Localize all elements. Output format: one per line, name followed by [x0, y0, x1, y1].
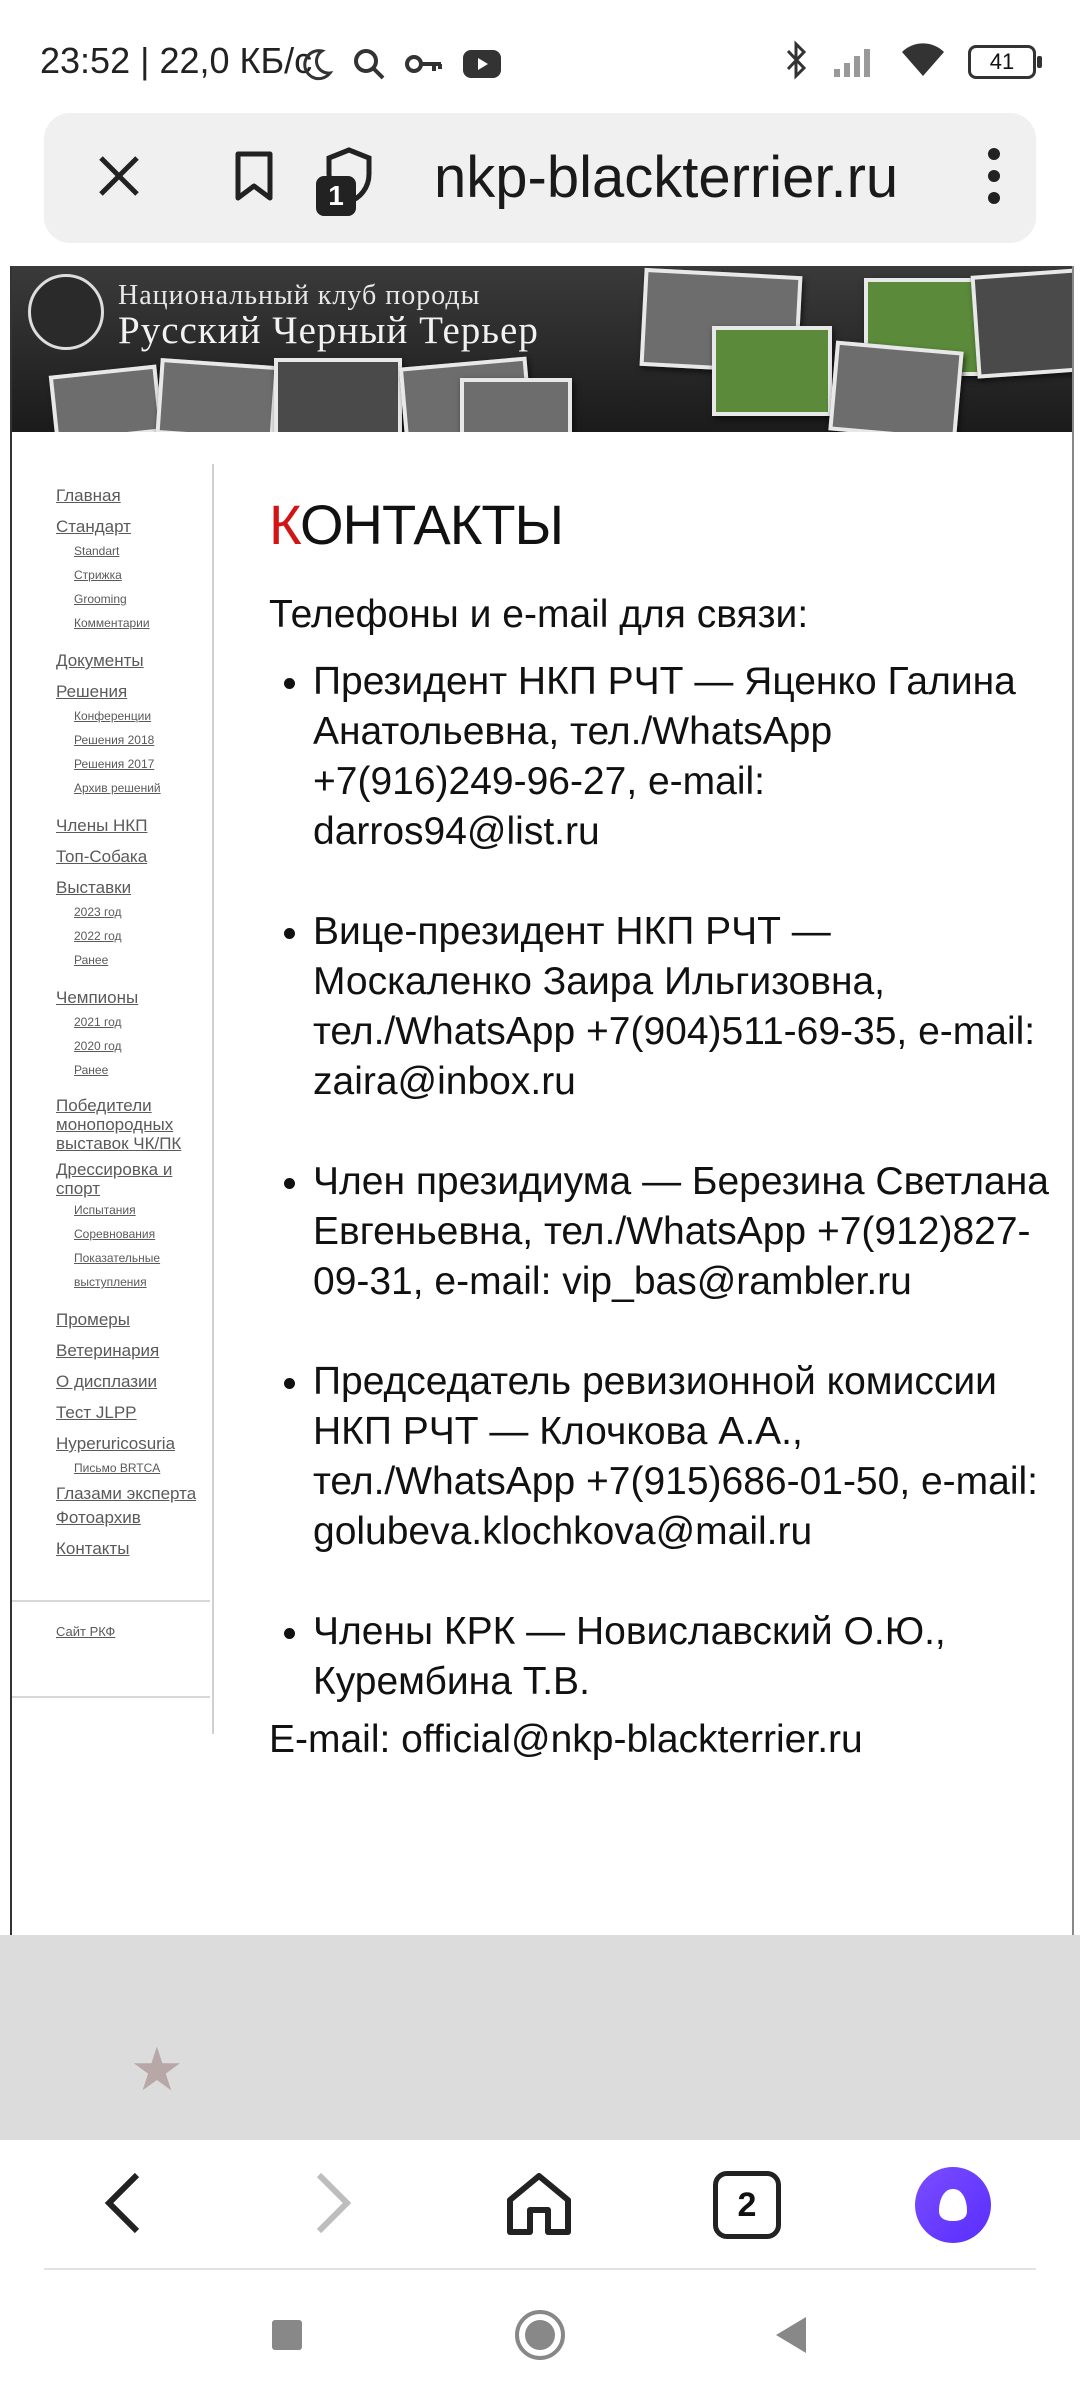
system-back-button[interactable]	[750, 2302, 830, 2372]
site-banner[interactable]	[12, 266, 1072, 432]
nav-sublink[interactable]: Ранее	[74, 1063, 109, 1077]
list-item: • Члены КРК — Новиславский О.Ю., Курембина Т.В.	[313, 1607, 1049, 1707]
nav-link-members[interactable]: Члены НКП	[56, 816, 148, 835]
tabs-icon: 2	[713, 2171, 781, 2239]
close-icon	[95, 152, 143, 205]
nav-link-expert[interactable]: Глазами эксперта	[56, 1484, 197, 1503]
nav-link-hyperuricosuria[interactable]: Hyperuricosuria	[56, 1434, 176, 1453]
nav-sublink[interactable]: 2023 год	[74, 905, 122, 919]
system-home-button[interactable]	[500, 2302, 580, 2372]
nav-link-home[interactable]: Главная	[56, 486, 121, 505]
list-item: • Президент НКП РЧТ — Яценко Галина Анатольевна, тел./WhatsApp +7(916)249-96-27, e-mail: darros94@list.ru	[313, 657, 1049, 857]
nav-sublink[interactable]: Показательные выступления	[74, 1251, 161, 1289]
sidebar-divider	[12, 1696, 210, 1698]
home-button[interactable]	[484, 2160, 594, 2250]
key-icon	[404, 47, 444, 86]
alice-button[interactable]	[898, 2160, 1008, 2250]
nav-sublink[interactable]: Конференции	[74, 709, 152, 723]
nav-sublink[interactable]: Решения 2017	[74, 757, 155, 771]
list-item: • Председатель ревизионной комиссии НКП РЧТ — Клочкова А.А., тел./WhatsApp +7(915)686-01-50, e-mail: golubeva.klochkova@mail.ru	[313, 1357, 1049, 1557]
contacts-intro: Телефоны и e-mail для связи:	[269, 593, 809, 636]
nav-sublink[interactable]: Ранее	[74, 953, 109, 967]
battery-icon: 41	[968, 45, 1036, 79]
nav-link-training[interactable]: Дрессировка и спорт	[56, 1160, 173, 1198]
nav-link-standard[interactable]: Стандарт	[56, 517, 131, 536]
nav-sublink[interactable]: Архив решений	[74, 781, 161, 795]
tabs-button[interactable]	[692, 2160, 802, 2250]
banner-subtitle: Национальный клуб породы	[118, 280, 481, 311]
list-item: • Вице-президент НКП РЧТ — Москаленко Заира Ильгизовна, тел./WhatsApp +7(904)511-69-35, e-mail: zaira@inbox.ru	[313, 907, 1049, 1107]
banner-photo	[971, 268, 1072, 378]
nav-link-dysplasia[interactable]: О дисплазии	[56, 1372, 158, 1391]
nav-sublink[interactable]: Стрижка	[74, 568, 122, 582]
youtube-icon	[462, 49, 502, 84]
back-icon	[103, 2171, 143, 2240]
bookmark-icon	[232, 150, 276, 207]
forward-button[interactable]	[278, 2160, 388, 2250]
nav-sublink[interactable]: 2020 год	[74, 1039, 122, 1053]
nav-sublink[interactable]: Испытания	[74, 1203, 136, 1217]
nav-sublink[interactable]: Письмо BRTCA	[74, 1461, 161, 1475]
nav-link-shows[interactable]: Выставки	[56, 878, 132, 897]
nav-link-rkf[interactable]: Сайт РКФ	[56, 1624, 116, 1639]
signal-icon	[832, 43, 878, 82]
nav-link-decisions[interactable]: Решения	[56, 682, 128, 701]
back-button[interactable]	[68, 2160, 178, 2250]
bottom-divider	[44, 2268, 1036, 2270]
banner-title: Русский Черный Терьер	[118, 309, 539, 352]
status-bar	[0, 0, 1080, 110]
nav-link-champions[interactable]: Чемпионы	[56, 988, 139, 1007]
nav-link-test[interactable]: Тест JLPP	[56, 1403, 137, 1422]
nav-link-winners[interactable]: Победители монопородных выставок ЧК/ПК	[56, 1096, 182, 1153]
banner-photo	[712, 326, 832, 416]
home-circle-icon	[513, 2308, 567, 2367]
more-button[interactable]	[954, 113, 1034, 243]
contacts-list	[269, 657, 1049, 1707]
address-bar[interactable]	[44, 113, 1036, 243]
bookmark-button[interactable]	[204, 113, 304, 243]
search-icon	[352, 47, 386, 86]
wifi-icon	[900, 42, 946, 83]
moon-icon	[300, 47, 334, 86]
recents-button[interactable]	[247, 2302, 327, 2372]
alice-icon	[915, 2167, 991, 2243]
banner-photo	[460, 378, 572, 432]
bluetooth-icon	[784, 40, 810, 85]
banner-photo	[274, 358, 402, 432]
nav-sublink[interactable]: Соревнования	[74, 1227, 156, 1241]
nav-link-contacts[interactable]: Контакты	[56, 1539, 130, 1558]
list-item: • Член президиума — Березина Светлана Евгеньевна, тел./WhatsApp +7(912)827-09-31, e-mail: vip_bas@rambler.ru	[313, 1157, 1049, 1307]
nav-sublink[interactable]: Комментарии	[74, 616, 150, 630]
nav-link-top-dog[interactable]: Топ-Собака	[56, 847, 148, 866]
nav-sublink[interactable]: Standart	[74, 544, 120, 558]
nav-link-vet[interactable]: Ветеринария	[56, 1341, 160, 1360]
recents-icon	[270, 2318, 304, 2357]
nav-link-photo[interactable]: Фотоархив	[56, 1508, 141, 1527]
protection-badge: 1	[316, 176, 356, 216]
sidebar-nav	[12, 464, 214, 1734]
nav-sublink[interactable]: 2021 год	[74, 1015, 122, 1029]
star-icon: ★	[130, 2036, 184, 2103]
nav-link-measurements[interactable]: Промеры	[56, 1310, 130, 1329]
more-icon	[986, 146, 1002, 211]
browser-bottom-bar	[0, 2140, 1080, 2270]
status-time-speed: 23:52 | 22,0 КБ/с	[40, 40, 313, 81]
site-page	[10, 266, 1074, 1935]
main-content	[269, 492, 1049, 1765]
sidebar-divider	[12, 1600, 210, 1602]
page-title: КОНТАКТЫ	[269, 493, 564, 556]
banner-photo	[828, 341, 963, 432]
system-navigation	[0, 2272, 1080, 2400]
nav-sublink[interactable]: 2022 год	[74, 929, 122, 943]
back-triangle-icon	[770, 2313, 810, 2362]
url-text[interactable]: nkp-blackterrier.ru	[434, 145, 899, 210]
close-button[interactable]	[64, 113, 174, 243]
status-icons-right	[784, 42, 1036, 82]
nav-sublink[interactable]: Решения 2018	[74, 733, 155, 747]
club-logo	[28, 274, 104, 350]
nav-link-documents[interactable]: Документы	[56, 651, 144, 670]
home-icon	[504, 2170, 574, 2241]
official-email: E-mail: official@nkp-blackterrier.ru	[269, 1718, 863, 1761]
status-icons-left	[300, 46, 502, 86]
nav-sublink[interactable]: Grooming	[74, 592, 127, 606]
forward-icon	[313, 2171, 353, 2240]
banner-photo	[49, 365, 164, 432]
banner-photo	[155, 358, 278, 432]
